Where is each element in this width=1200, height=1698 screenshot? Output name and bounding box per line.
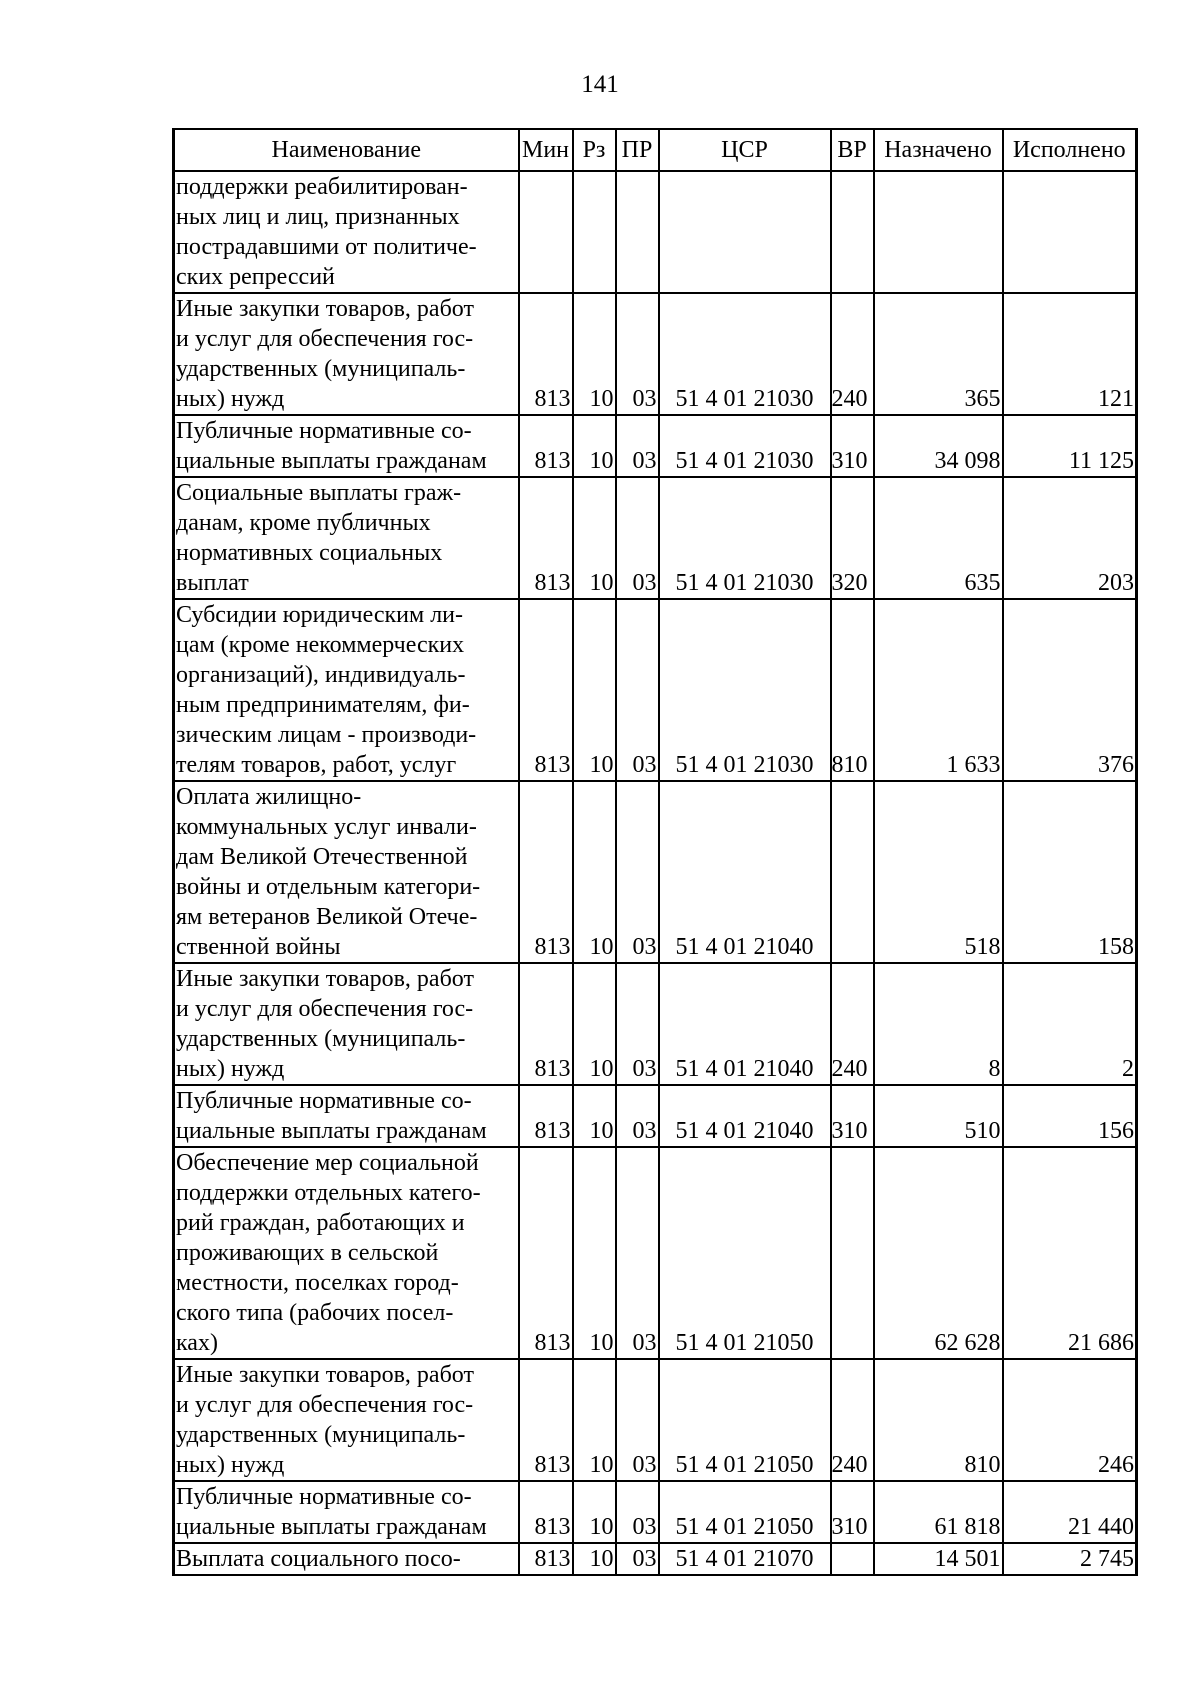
cell-name: Иные закупки товаров, работ и услуг для обеспечения гос- ударственных (муниципаль- ных) нужд (174, 1359, 519, 1481)
cell-executed: 2 745 (1003, 1543, 1137, 1575)
cell-min: 813 (519, 477, 573, 599)
cell-min: 813 (519, 1543, 573, 1575)
table-header-row (174, 129, 1137, 171)
cell-rz: 10 (573, 1481, 616, 1543)
table-row (174, 171, 1137, 293)
header-rz: Рз (573, 129, 616, 171)
table-row (174, 477, 1137, 599)
cell-name: Иные закупки товаров, работ и услуг для обеспечения гос- ударственных (муниципаль- ных) нужд (174, 293, 519, 415)
cell-csr: 51 4 01 21050 (659, 1359, 831, 1481)
cell-name: Социальные выплаты граж- данам, кроме публичных нормативных социальных выплат (174, 477, 519, 599)
cell-min: 813 (519, 293, 573, 415)
cell-rz: 10 (573, 415, 616, 477)
cell-csr (659, 171, 831, 293)
cell-assigned: 635 (874, 477, 1003, 599)
cell-csr: 51 4 01 21030 (659, 477, 831, 599)
cell-executed: 376 (1003, 599, 1137, 781)
cell-rz: 10 (573, 1359, 616, 1481)
cell-executed: 156 (1003, 1085, 1137, 1147)
header-assigned: Назначено (874, 129, 1003, 171)
cell-rz: 10 (573, 293, 616, 415)
page-number: 141 (581, 71, 619, 98)
cell-vr: 240 (831, 1359, 874, 1481)
table-row (174, 293, 1137, 415)
cell-csr: 51 4 01 21030 (659, 599, 831, 781)
cell-vr: 310 (831, 1085, 874, 1147)
cell-executed: 121 (1003, 293, 1137, 415)
header-pr: ПР (616, 129, 659, 171)
header-min: Мин (519, 129, 573, 171)
cell-pr: 03 (616, 1359, 659, 1481)
cell-assigned: 510 (874, 1085, 1003, 1147)
cell-vr: 810 (831, 599, 874, 781)
cell-min: 813 (519, 1481, 573, 1543)
cell-pr: 03 (616, 599, 659, 781)
cell-executed: 11 125 (1003, 415, 1137, 477)
cell-rz: 10 (573, 963, 616, 1085)
cell-rz (573, 171, 616, 293)
cell-rz: 10 (573, 781, 616, 963)
cell-rz: 10 (573, 599, 616, 781)
cell-assigned: 8 (874, 963, 1003, 1085)
cell-assigned (874, 171, 1003, 293)
cell-name: Публичные нормативные со- циальные выплаты гражданам (174, 415, 519, 477)
cell-min: 813 (519, 599, 573, 781)
cell-pr: 03 (616, 1085, 659, 1147)
cell-name: поддержки реабилитирован- ных лиц и лиц, признанных пострадавшими от политиче- ских репрессий (174, 171, 519, 293)
cell-min (519, 171, 573, 293)
table-row (174, 963, 1137, 1085)
cell-vr: 310 (831, 1481, 874, 1543)
cell-pr: 03 (616, 963, 659, 1085)
cell-name: Иные закупки товаров, работ и услуг для обеспечения гос- ударственных (муниципаль- ных) нужд (174, 963, 519, 1085)
budget-table (172, 128, 1138, 1576)
header-executed: Исполнено (1003, 129, 1137, 171)
cell-min: 813 (519, 415, 573, 477)
cell-pr: 03 (616, 415, 659, 477)
cell-rz: 10 (573, 1085, 616, 1147)
cell-assigned: 810 (874, 1359, 1003, 1481)
cell-csr: 51 4 01 21050 (659, 1147, 831, 1359)
cell-executed: 21 686 (1003, 1147, 1137, 1359)
table-row (174, 599, 1137, 781)
cell-min: 813 (519, 781, 573, 963)
cell-rz: 10 (573, 1543, 616, 1575)
cell-name: Субсидии юридическим ли- цам (кроме некоммерческих организаций), индивидуаль- ным предпринимателям, фи- зическим лицам - производи- телям товаров, работ, услуг (174, 599, 519, 781)
cell-pr: 03 (616, 477, 659, 599)
cell-csr: 51 4 01 21040 (659, 963, 831, 1085)
cell-csr: 51 4 01 21030 (659, 415, 831, 477)
header-name: Наименование (174, 129, 519, 171)
cell-vr: 240 (831, 963, 874, 1085)
table-row (174, 1481, 1137, 1543)
cell-assigned: 14 501 (874, 1543, 1003, 1575)
cell-executed: 203 (1003, 477, 1137, 599)
table-row (174, 1359, 1137, 1481)
table-row (174, 1147, 1137, 1359)
cell-csr: 51 4 01 21050 (659, 1481, 831, 1543)
table-row (174, 1543, 1137, 1575)
cell-executed: 246 (1003, 1359, 1137, 1481)
cell-pr: 03 (616, 293, 659, 415)
cell-vr: 240 (831, 293, 874, 415)
cell-vr: 310 (831, 415, 874, 477)
cell-csr: 51 4 01 21040 (659, 1085, 831, 1147)
table-row (174, 781, 1137, 963)
cell-csr: 51 4 01 21040 (659, 781, 831, 963)
cell-executed (1003, 171, 1137, 293)
header-csr: ЦСР (659, 129, 831, 171)
table-body (174, 171, 1137, 1575)
header-vr: ВР (831, 129, 874, 171)
cell-assigned: 1 633 (874, 599, 1003, 781)
cell-name: Публичные нормативные со- циальные выплаты гражданам (174, 1085, 519, 1147)
cell-rz: 10 (573, 1147, 616, 1359)
cell-rz: 10 (573, 477, 616, 599)
cell-min: 813 (519, 1085, 573, 1147)
cell-vr (831, 781, 874, 963)
cell-csr: 51 4 01 21070 (659, 1543, 831, 1575)
cell-min: 813 (519, 963, 573, 1085)
cell-name: Обеспечение мер социальной поддержки отдельных катего- рий граждан, работающих и проживающих в сельской местности, поселках город- ского типа (рабочих посел- ках) (174, 1147, 519, 1359)
cell-vr (831, 1147, 874, 1359)
table-row (174, 1085, 1137, 1147)
cell-name: Выплата социального посо- (174, 1543, 519, 1575)
cell-executed: 21 440 (1003, 1481, 1137, 1543)
cell-assigned: 365 (874, 293, 1003, 415)
table-row (174, 415, 1137, 477)
cell-vr (831, 1543, 874, 1575)
cell-assigned: 62 628 (874, 1147, 1003, 1359)
cell-assigned: 34 098 (874, 415, 1003, 477)
cell-assigned: 61 818 (874, 1481, 1003, 1543)
cell-executed: 2 (1003, 963, 1137, 1085)
cell-vr (831, 171, 874, 293)
cell-pr: 03 (616, 781, 659, 963)
cell-executed: 158 (1003, 781, 1137, 963)
cell-pr: 03 (616, 1481, 659, 1543)
cell-pr (616, 171, 659, 293)
cell-min: 813 (519, 1147, 573, 1359)
cell-vr: 320 (831, 477, 874, 599)
cell-name: Оплата жилищно- коммунальных услуг инвали- дам Великой Отечественной войны и отдельным категори- ям ветеранов Великой Отече- ственной войны (174, 781, 519, 963)
cell-pr: 03 (616, 1543, 659, 1575)
cell-pr: 03 (616, 1147, 659, 1359)
cell-csr: 51 4 01 21030 (659, 293, 831, 415)
cell-assigned: 518 (874, 781, 1003, 963)
cell-name: Публичные нормативные со- циальные выплаты гражданам (174, 1481, 519, 1543)
cell-min: 813 (519, 1359, 573, 1481)
